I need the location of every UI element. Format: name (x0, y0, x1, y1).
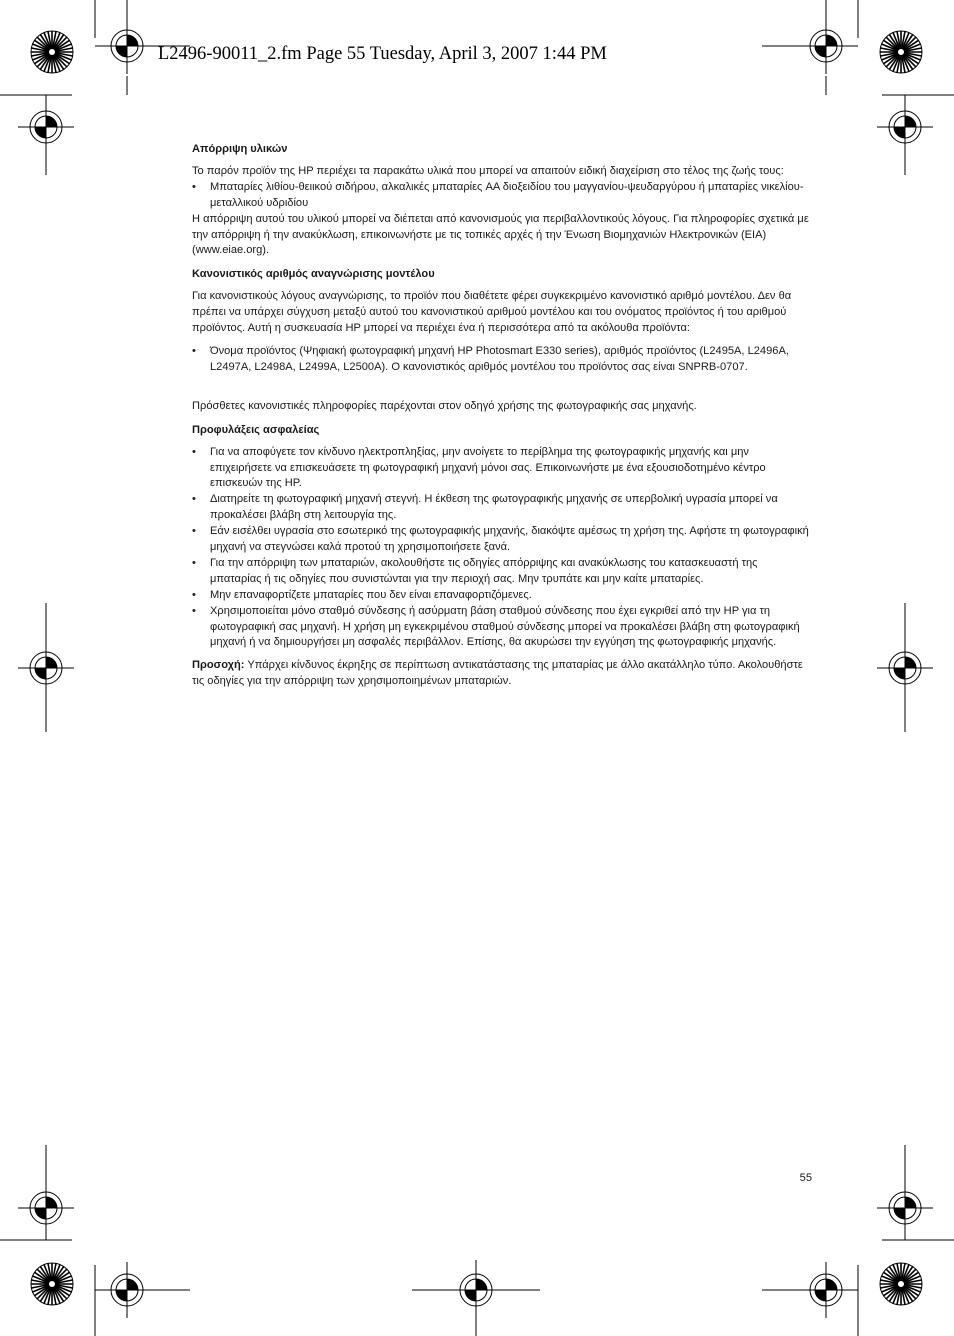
bullet-glyph: • (192, 493, 196, 506)
regulatory-intro: Για κανονιστικούς λόγους αναγνώρισης, το προϊόν που διαθέτετε φέρει συγκεκριμένο κανονιστικό αριθμό μοντέλου. Δεν θα πρέπει να υπάρχει σύγχυση μεταξύ αυτού του κανονιστικού αριθμού μοντέλου και του ονόματος προϊόντος ή του αριθμού προϊόντος. Αυτή η συσκευασία HP μπορεί να περιέχει ένα ή περισσότερα από τα ακόλουθα προϊόντα: (192, 290, 792, 335)
print-file-header: L2496-90011_2.fm Page 55 Tuesday, April 3, 2007 1:44 PM (158, 44, 607, 64)
bullet-glyph: • (192, 525, 196, 538)
document-body (192, 142, 812, 690)
list-item-text: Διατηρείτε τη φωτογραφική μηχανή στεγνή. Η έκθεση της φωτογραφικής μηχανής σε υπερβολική υγρασία μπορεί να προκαλέσει βλάβη στη λειτουργία της. (210, 493, 778, 522)
list-item (192, 180, 812, 212)
list-item-text: Μην επαναφορτίζετε μπαταρίες που δεν είναι επαναφορτιζόμενες. (210, 588, 532, 601)
regulatory-outro: Πρόσθετες κανονιστικές πληροφορίες παρέχονται στον οδηγό χρήσης της φωτογραφικής σας μηχανής. (192, 399, 697, 412)
disposal-list (192, 180, 812, 212)
list-item (192, 588, 812, 604)
list-item-text: Για να αποφύγετε τον κίνδυνο ηλεκτροπληξίας, μην ανοίγετε το περίβλημα της φωτογραφικής μηχανής και μην επιχειρήσετε να επισκευάσετε τη φωτογραφική μηχανή μόνοι σας. Επικοινωνήστε με ένα εξουσιοδοτημένο κέντρο επισκευών της HP. (210, 445, 766, 490)
bullet-glyph: • (192, 588, 196, 601)
warning-label: Προσοχή: (192, 659, 245, 672)
list-item (192, 445, 812, 493)
list-item (192, 492, 812, 524)
page-number: 55 (799, 1172, 812, 1184)
regulatory-list (192, 344, 812, 376)
list-item-text: Όνομα προϊόντος (Ψηφιακή φωτογραφική μηχανή HP Photosmart E330 series), αριθμός προϊόντος (L2495A, L2496A, L2497A, L2498A, L2499A, L2500A). Ο κανονιστικός αριθμός μοντέλου του προϊόντος σας είναι SNPRB-0707. (210, 344, 789, 373)
list-item (192, 556, 812, 588)
list-item (192, 604, 812, 652)
bullet-glyph: • (192, 344, 196, 357)
list-item-text: Για την απόρριψη των μπαταριών, ακολουθήστε τις οδηγίες απόρριψης και ανακύκλωσης του κατασκευαστή της μπαταρίας ή τις οδηγίες που συνιστώνται για την περιοχή σας. Μην τρυπάτε και μην καίτε μπαταρίες. (210, 556, 758, 585)
bullet-glyph: • (192, 180, 196, 193)
section-heading-disposal: Απόρριψη υλικών (192, 143, 288, 155)
section-heading-safety: Προφυλάξεις ασφαλείας (192, 423, 320, 436)
warning-note (192, 658, 812, 690)
list-item-text: Μπαταρίες λιθίου-θειικού σιδήρου, αλκαλικές μπαταρίες AA διοξειδίου του μαγγανίου-ψευδαργύρου ή μπαταρίες νικελίου-μεταλλικού υδριδίου (210, 180, 804, 209)
warning-text: Υπάρχει κίνδυνος έκρηξης σε περίπτωση αντικατάστασης της μπαταρίας με άλλο ακατάλληλο τύπο. Ακολουθήστε τις οδηγίες για την απόρριψη των χρησιμοποιημένων μπαταριών. (192, 659, 803, 688)
safety-list (192, 445, 812, 652)
disposal-intro: Το παρόν προϊόν της HP περιέχει τα παρακάτω υλικά που μπορεί να απαιτούν ειδική διαχείριση στο τέλος της ζωής τους: (192, 164, 784, 177)
list-item (192, 524, 812, 556)
list-item-text: Εάν εισέλθει υγρασία στο εσωτερικό της φωτογραφικής μηχανής, διακόψτε αμέσως τη χρήση της. Αφήστε τη φωτογραφική μηχανή να στεγνώσει καλά προτού τη χρησιμοποιήσετε ξανά. (210, 525, 809, 554)
bullet-glyph: • (192, 556, 196, 569)
list-item (192, 344, 812, 376)
disposal-outro: Η απόρριψη αυτού του υλικού μπορεί να διέπεται από κανονισμούς για περιβαλλοντικούς λόγους. Για πληροφορίες σχετικά με την απόρριψη ή την ανακύκλωση, επικοινωνήστε με τις τοπικές αρχές ή την Ένωση Βιομηχανιών Ηλεκτρονικών (EIA) (www.eiae.org). (192, 212, 809, 257)
bullet-glyph: • (192, 604, 196, 617)
bullet-glyph: • (192, 445, 196, 458)
list-item-text: Χρησιμοποιείται μόνο σταθμό σύνδεσης ή ασύρματη βάση σταθμού σύνδεσης που έχει εγκριθεί από την HP για τη φωτογραφική σας μηχανή. Η χρήση μη εγκεκριμένου σταθμού σύνδεσης μπορεί να προκαλέσει βλάβη στη φωτογραφική μηχανή ή να δημιουργήσει μη ασφαλές περιβάλλον. Επίσης, θα ακυρώσει την εγγύηση της φωτογραφικής μηχανής. (210, 604, 800, 649)
section-heading-regulatory: Κανονιστικός αριθμός αναγνώρισης μοντέλου (192, 268, 435, 281)
